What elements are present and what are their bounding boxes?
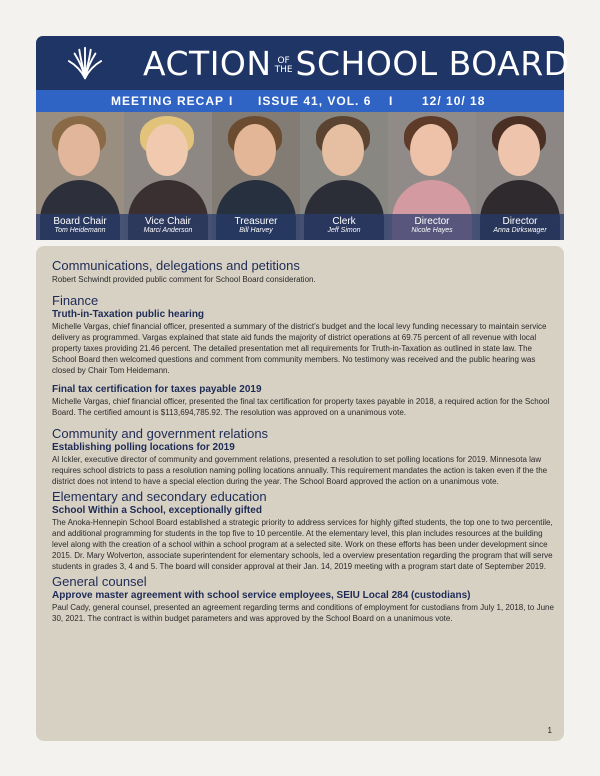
section-subheading: Final tax certification for taxes payable 2019 — [52, 384, 262, 395]
board-member — [212, 112, 300, 240]
section-heading: Community and government relations — [52, 426, 269, 441]
section-heading: Communications, delegations and petitions — [52, 258, 300, 273]
title-action: ACTION — [143, 44, 272, 83]
member-caption — [476, 214, 564, 240]
board-member — [476, 112, 564, 240]
section-body: The Anoka-Hennepin School Board established a strategic priority to address services for highly gifted students, the top one to two percentile, and additional programming for students in the top five to 10 percentile. At the elementary level, this plan includes resources at the building level along with the creation of a school within a school program at a selected site. Work on these efforts has been under development since 2015. Dr. Mary Wolverton, associate superintendent for elementary schools, led a overview presentation regarding the program that will serve students in grades 3, 4 and 5. The board will consider approval at their Jan. 14, 2019 meeting with a program start date of September 2019. — [52, 518, 553, 571]
recap-separator: I — [389, 94, 394, 108]
member-role: Clerk — [332, 216, 356, 227]
board-photos — [36, 112, 564, 240]
recap-content-panel — [36, 246, 564, 741]
member-name: Anna Dirkswager — [493, 227, 547, 234]
section-subheading: Truth-in-Taxation public hearing — [52, 309, 205, 320]
member-role: Vice Chair — [145, 216, 191, 227]
section-body: Michelle Vargas, chief financial officer, presented a summary of the district’s budget and the local levy funding necessary to maintain service delivery as programmed. Vargas explained that state aid funds the majority of district operations at 69.75 percent of all revenue with local property taxes providing 21.46 percent. The detailed presentation met all requirements for Truth-in-Taxation as outlined in state law. The School Board then welcomed questions and comment from community members. No testimony was received and the public hearing was closed by Chair Tom Heidemann. — [52, 322, 547, 375]
board-member — [124, 112, 212, 240]
section-heading: Finance — [52, 293, 99, 308]
section-subheading: Approve master agreement with school service employees, SEIU Local 284 (custodians) — [52, 590, 471, 601]
member-role: Director — [414, 216, 450, 227]
recap-separator: I — [229, 94, 234, 108]
section-subheading: School Within a School, exceptionally gifted — [52, 505, 262, 516]
section-heading: General counsel — [52, 574, 147, 589]
member-role: Director — [502, 216, 538, 227]
board-member — [300, 112, 388, 240]
section-body: Paul Cady, general counsel, presented an agreement regarding terms and conditions of employment for custodians from July 1, 2018, to June 30, 2021. The contract is within budget parameters and was approved by the School Board on a unanimous vote. — [52, 603, 554, 623]
board-member — [388, 112, 476, 240]
meeting-date: 12/ 10/ 18 — [422, 94, 486, 108]
section-body: Al Ickler, executive director of community and government relations, presented a resolution to set polling locations for 2019. Minnesota law requires school districts to pass a resolution naming polling locations annually. This requirement mandates the action is taken even if the the district does not intend to have a special election during the year. The School Board approved the action on a unanimous vote. — [52, 455, 548, 486]
member-caption — [300, 214, 388, 240]
section-body: Robert Schwindt provided public comment for School Board consideration. — [52, 275, 316, 284]
member-name: Marci Anderson — [143, 227, 193, 234]
member-caption — [388, 214, 476, 240]
title-of-the: OF THE — [274, 55, 293, 75]
section-subheading: Establishing polling locations for 2019 — [52, 442, 235, 453]
recap-label: MEETING RECAP — [111, 94, 225, 108]
section-heading: Elementary and secondary education — [52, 489, 267, 504]
member-caption — [212, 214, 300, 240]
page-number: 1 — [547, 726, 552, 735]
member-caption — [124, 214, 212, 240]
recap-content — [52, 258, 557, 624]
board-member — [36, 112, 124, 240]
member-role: Board Chair — [53, 216, 107, 227]
meeting-recap-bar — [36, 90, 564, 112]
member-name: Bill Harvey — [239, 227, 273, 234]
wheat-logo-icon — [66, 44, 104, 82]
member-name: Jeff Simon — [327, 227, 361, 234]
issue-label: ISSUE 41, VOL. 6 — [258, 94, 372, 108]
masthead — [36, 36, 570, 90]
section-body: Michelle Vargas, chief financial officer, presented the final tax certification for property taxes payable in 2018, a required action for the School Board. The certified amount is $113,694,785.92. The resolution was approved on a unanimous vote. — [52, 397, 550, 417]
masthead-title — [143, 46, 570, 82]
member-name: Nicole Hayes — [411, 227, 453, 234]
newsletter-page — [36, 36, 570, 741]
title-school-board: SCHOOL BOARD — [295, 44, 570, 83]
member-name: Tom Heidemann — [54, 227, 106, 234]
member-caption — [36, 214, 124, 240]
member-role: Treasurer — [234, 216, 278, 227]
